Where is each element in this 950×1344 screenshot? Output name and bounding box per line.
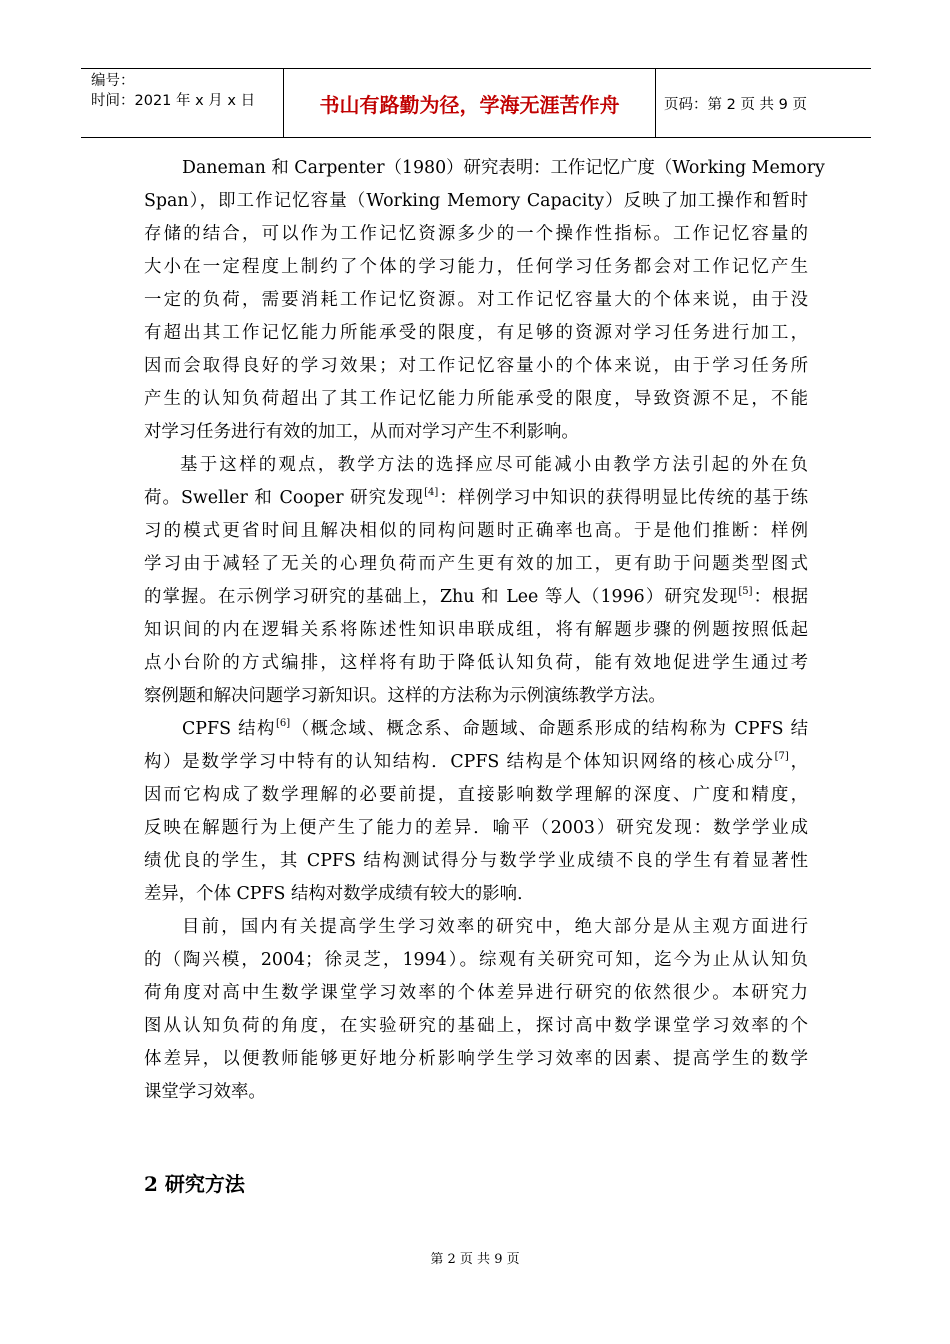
text-line-with-citation xyxy=(144,746,808,779)
text-line: 大小在一定程度上制约了个体的学习能力，任何学习任务都会对工作记忆产生 xyxy=(144,257,808,277)
text-line: 图从认知负荷的角度，在实验研究的基础上，探讨高中数学课堂学习效率的个 xyxy=(144,1016,808,1036)
paragraph-1 xyxy=(144,152,825,449)
text-line: 有超出其工作记忆能力所能承受的限度，有足够的资源对学习任务进行加工， xyxy=(144,323,808,343)
text-line: 基于这样的观点，教学方法的选择应尽可能减小由教学方法引起的外在负 xyxy=(180,455,808,475)
paragraph-3 xyxy=(144,713,808,911)
text-fragment: 荷。Sweller 和 Cooper 研究发现 xyxy=(144,488,425,508)
text-fragment: CPFS 结构 xyxy=(182,719,276,739)
text-line: 因而它构成了数学理解的必要前提，直接影响数学理解的深度、广度和精度， xyxy=(144,785,808,805)
text-fragment: 构）是数学学习中特有的认知结构．CPFS 结构是个体知识网络的核心成分 xyxy=(144,752,775,772)
text-line: 产生的认知负荷超出了其工作记忆能力所能承受的限度，导致资源不足，不能 xyxy=(144,389,808,409)
text-line: 一定的负荷，需要消耗工作记忆资源。对工作记忆容量大的个体来说，由于没 xyxy=(144,290,808,310)
text-line: 体差异，以便教师能够更好地分析影响学生学习效率的因素、提高学生的数学 xyxy=(144,1049,808,1069)
text-line: 习的模式更省时间且解决相似的同构问题时正确率也高。于是他们推断：样例 xyxy=(144,521,808,541)
header-number-label: 编号： xyxy=(91,73,135,89)
header-meta xyxy=(81,69,284,137)
body-text xyxy=(144,152,825,1109)
text-line-with-citation xyxy=(144,581,808,614)
text-line: 的（陶兴模，2004；徐灵芝，1994）。综观有关研究可知，迄今为止从认知负 xyxy=(144,950,808,970)
citation-6: [6] xyxy=(275,718,291,730)
text-line: 察例题和解决问题学习新知识。这样的方法称为示例演练教学方法。 xyxy=(144,686,666,706)
text-line: 绩优良的学生，其 CPFS 结构测试得分与数学学业成绩不良的学生有着显著性 xyxy=(144,851,808,871)
paragraph-4 xyxy=(144,911,808,1109)
header-page-label: 页码：第 2 页 共 9 页 xyxy=(664,96,807,113)
section-heading: 2 研究方法 xyxy=(144,1172,245,1196)
text-line: 对学习任务进行有效的加工，从而对学习产生不利影响。 xyxy=(144,422,579,442)
text-line: 反映在解题行为上便产生了能力的差异．喻平（2003）研究发现：数学学业成 xyxy=(144,818,808,838)
text-fragment: 的掌握。在示例学习研究的基础上，Zhu 和 Lee 等人（1996）研究发现 xyxy=(144,587,739,607)
text-line: 学习由于减轻了无关的心理负荷而产生更有效的加工，更有助于问题类型图式 xyxy=(144,554,808,574)
citation-5: [5] xyxy=(738,586,753,598)
paragraph-2 xyxy=(144,449,808,713)
header-motto: 书山有路勤为径，学海无涯苦作舟 xyxy=(284,69,656,137)
text-fragment: （概念域、概念系、命题域、命题系形成的结构称为 CPFS 结 xyxy=(290,719,808,739)
citation-7: [7] xyxy=(774,751,789,763)
text-line: 课堂学习效率。 xyxy=(144,1082,266,1102)
page-header xyxy=(81,68,871,138)
text-line: 知识间的内在逻辑关系将陈述性知识串联成组，将有解题步骤的例题按照低起 xyxy=(144,620,808,640)
citation-4: [4] xyxy=(424,487,439,499)
text-line: 存储的结合，可以作为工作记忆资源多少的一个操作性指标。工作记忆容量的 xyxy=(144,224,808,244)
text-line: 因而会取得良好的学习效果；对工作记忆容量小的个体来说，由于学习任务所 xyxy=(144,356,808,376)
text-line: Daneman 和 Carpenter（1980）研究表明：工作记忆广度（Working Memory xyxy=(182,158,825,178)
text-line: 目前，国内有关提高学生学习效率的研究中，绝大部分是从主观方面进行 xyxy=(182,917,808,937)
text-fragment: ：样例学习中知识的获得明显比传统的基于练 xyxy=(438,488,808,508)
text-line: 差异，个体 CPFS 结构对数学成绩有较大的影响． xyxy=(144,884,535,904)
text-fragment: ， xyxy=(788,752,808,772)
page-footer: 第 2 页 共 9 页 xyxy=(430,1252,520,1267)
text-line: 点小台阶的方式编排，这样将有助于降低认知负荷，能有效地促进学生通过考 xyxy=(144,653,808,673)
text-line: 荷角度对高中生数学课堂学习效率的个体差异进行研究的依然很少。本研究力 xyxy=(144,983,808,1003)
text-line: Span），即工作记忆容量（Working Memory Capacity）反映了加工操作和暂时 xyxy=(144,191,808,211)
header-time-label: 时间：2021 年 x 月 x 日 xyxy=(91,93,256,109)
text-line-with-citation xyxy=(144,482,808,515)
text-fragment: ：根据 xyxy=(752,587,808,607)
text-line-with-citation xyxy=(144,713,808,746)
